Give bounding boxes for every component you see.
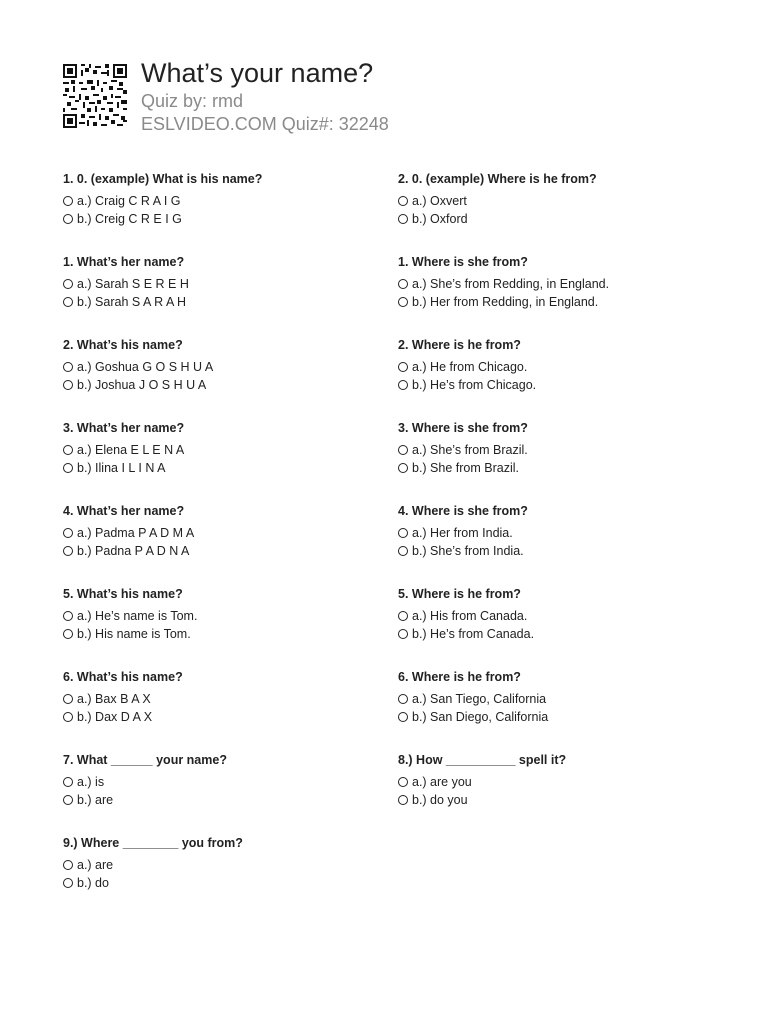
option-label: a.) Bax B A X (77, 692, 151, 706)
question (398, 419, 728, 502)
radio-button[interactable] (63, 380, 73, 390)
answer-option[interactable] (398, 376, 728, 394)
question-text: 3. Where is she from? (398, 421, 528, 435)
radio-button[interactable] (63, 611, 73, 621)
radio-button[interactable] (398, 362, 408, 372)
answer-option[interactable] (398, 358, 728, 376)
radio-button[interactable] (63, 694, 73, 704)
question-text: 1. Where is she from? (398, 255, 528, 269)
question (398, 751, 728, 834)
question (63, 585, 393, 668)
answer-option[interactable] (63, 210, 393, 228)
answer-option[interactable] (63, 791, 393, 809)
question-text: 2. Where is he from? (398, 338, 521, 352)
answer-option[interactable] (63, 542, 393, 560)
option-label: a.) are you (412, 775, 472, 789)
quiz-title: What’s your name? (141, 58, 374, 88)
question-text: 4. Where is she from? (398, 504, 528, 518)
question-text: 5. Where is he from? (398, 587, 521, 601)
radio-button[interactable] (398, 279, 408, 289)
question (63, 336, 393, 419)
option-label: b.) Ilina I L I N A (77, 461, 166, 475)
radio-button[interactable] (63, 777, 73, 787)
question (63, 419, 393, 502)
answer-option[interactable] (63, 275, 393, 293)
option-label: b.) do (77, 876, 109, 890)
answer-option[interactable] (63, 441, 393, 459)
question-text: 5. What’s his name? (63, 587, 183, 601)
answer-option[interactable] (398, 275, 728, 293)
question-text: 8.) How __________ spell it? (398, 753, 567, 767)
radio-button[interactable] (398, 463, 408, 473)
option-label: a.) She’s from Brazil. (412, 443, 528, 457)
answer-option[interactable] (63, 459, 393, 477)
answer-option[interactable] (63, 856, 393, 874)
answer-option[interactable] (63, 524, 393, 542)
radio-button[interactable] (398, 528, 408, 538)
radio-button[interactable] (63, 795, 73, 805)
question-text: 7. What ______ your name? (63, 753, 227, 767)
option-label: a.) San Tiego, California (412, 692, 547, 706)
option-label: b.) His name is Tom. (77, 627, 191, 641)
question (63, 253, 393, 336)
answer-option[interactable] (398, 524, 728, 542)
option-label: b.) Creig C R E I G (77, 212, 182, 226)
option-label: a.) His from Canada. (412, 609, 528, 623)
question (63, 668, 393, 751)
option-label: b.) He’s from Chicago. (412, 378, 537, 392)
option-label: b.) Joshua J O S H U A (77, 378, 207, 392)
radio-button[interactable] (63, 214, 73, 224)
option-label: b.) Dax D A X (77, 710, 153, 724)
radio-button[interactable] (63, 546, 73, 556)
radio-button[interactable] (398, 795, 408, 805)
radio-button[interactable] (63, 279, 73, 289)
question-text: 1. 0. (example) What is his name? (63, 172, 263, 186)
radio-button[interactable] (398, 629, 408, 639)
radio-button[interactable] (398, 694, 408, 704)
option-label: b.) San Diego, California (412, 710, 549, 724)
answer-option[interactable] (398, 708, 728, 726)
radio-button[interactable] (63, 445, 73, 455)
radio-button[interactable] (63, 629, 73, 639)
option-label: a.) are (77, 858, 114, 872)
question-text: 2. 0. (example) Where is he from? (398, 172, 597, 186)
question (398, 253, 728, 336)
quiz-author: Quiz by: rmd (141, 91, 244, 111)
option-label: a.) Sarah S E R E H (77, 277, 189, 291)
option-label: b.) Sarah S A R A H (77, 295, 187, 309)
radio-button[interactable] (398, 611, 408, 621)
radio-button[interactable] (63, 860, 73, 870)
answer-option[interactable] (398, 210, 728, 228)
question (398, 668, 728, 751)
question (63, 170, 393, 253)
radio-button[interactable] (398, 214, 408, 224)
radio-button[interactable] (63, 362, 73, 372)
option-label: b.) do you (412, 793, 468, 807)
answer-option[interactable] (63, 690, 393, 708)
question (398, 170, 728, 253)
answer-option[interactable] (398, 459, 728, 477)
option-label: b.) She from Brazil. (412, 461, 519, 475)
answer-option[interactable] (398, 690, 728, 708)
question (398, 502, 728, 585)
question-text: 6. Where is he from? (398, 670, 521, 684)
answer-option[interactable] (398, 791, 728, 809)
radio-button[interactable] (63, 297, 73, 307)
questions-left-column (63, 170, 393, 917)
answer-option[interactable] (63, 376, 393, 394)
answer-option[interactable] (398, 625, 728, 643)
option-label: a.) She’s from Redding, in England. (412, 277, 610, 291)
option-label: b.) Oxford (412, 212, 468, 226)
radio-button[interactable] (63, 528, 73, 538)
radio-button[interactable] (398, 777, 408, 787)
radio-button[interactable] (398, 445, 408, 455)
answer-option[interactable] (63, 192, 393, 210)
option-label: b.) He’s from Canada. (412, 627, 535, 641)
option-label: a.) Elena E L E N A (77, 443, 185, 457)
radio-button[interactable] (63, 878, 73, 888)
option-label: b.) She’s from India. (412, 544, 524, 558)
answer-option[interactable] (63, 773, 393, 791)
answer-option[interactable] (63, 874, 393, 892)
answer-option[interactable] (398, 773, 728, 791)
option-label: a.) is (77, 775, 105, 789)
question (398, 585, 728, 668)
question-text: 1. What’s her name? (63, 255, 185, 269)
radio-button[interactable] (398, 546, 408, 556)
question (63, 751, 393, 834)
quiz-number: ESLVIDEO.COM Quiz#: 32248 (141, 114, 389, 134)
radio-button[interactable] (398, 380, 408, 390)
answer-option[interactable] (398, 542, 728, 560)
question-text: 6. What’s his name? (63, 670, 183, 684)
question (398, 336, 728, 419)
question (63, 834, 393, 917)
option-label: a.) He’s name is Tom. (77, 609, 198, 623)
option-label: a.) He from Chicago. (412, 360, 528, 374)
answer-option[interactable] (63, 625, 393, 643)
answer-option[interactable] (398, 607, 728, 625)
answer-option[interactable] (63, 708, 393, 726)
answer-option[interactable] (398, 192, 728, 210)
option-label: a.) Padma P A D M A (77, 526, 195, 540)
option-label: a.) Craig C R A I G (77, 194, 181, 208)
radio-button[interactable] (398, 297, 408, 307)
question-text: 2. What’s his name? (63, 338, 183, 352)
radio-button[interactable] (63, 463, 73, 473)
answer-option[interactable] (63, 607, 393, 625)
answer-option[interactable] (398, 293, 728, 311)
answer-option[interactable] (63, 358, 393, 376)
option-label: a.) Oxvert (412, 194, 467, 208)
option-label: a.) Goshua G O S H U A (77, 360, 214, 374)
question (63, 502, 393, 585)
qr-code (63, 64, 127, 128)
option-label: b.) Her from Redding, in England. (412, 295, 599, 309)
question-text: 4. What’s her name? (63, 504, 185, 518)
option-label: b.) are (77, 793, 114, 807)
radio-button[interactable] (63, 196, 73, 206)
radio-button[interactable] (63, 712, 73, 722)
option-label: b.) Padna P A D N A (77, 544, 190, 558)
question-text: 3. What’s her name? (63, 421, 185, 435)
answer-option[interactable] (398, 441, 728, 459)
questions-right-column (398, 170, 728, 834)
option-label: a.) Her from India. (412, 526, 513, 540)
radio-button[interactable] (398, 196, 408, 206)
question-text: 9.) Where ________ you from? (63, 836, 243, 850)
radio-button[interactable] (398, 712, 408, 722)
answer-option[interactable] (63, 293, 393, 311)
